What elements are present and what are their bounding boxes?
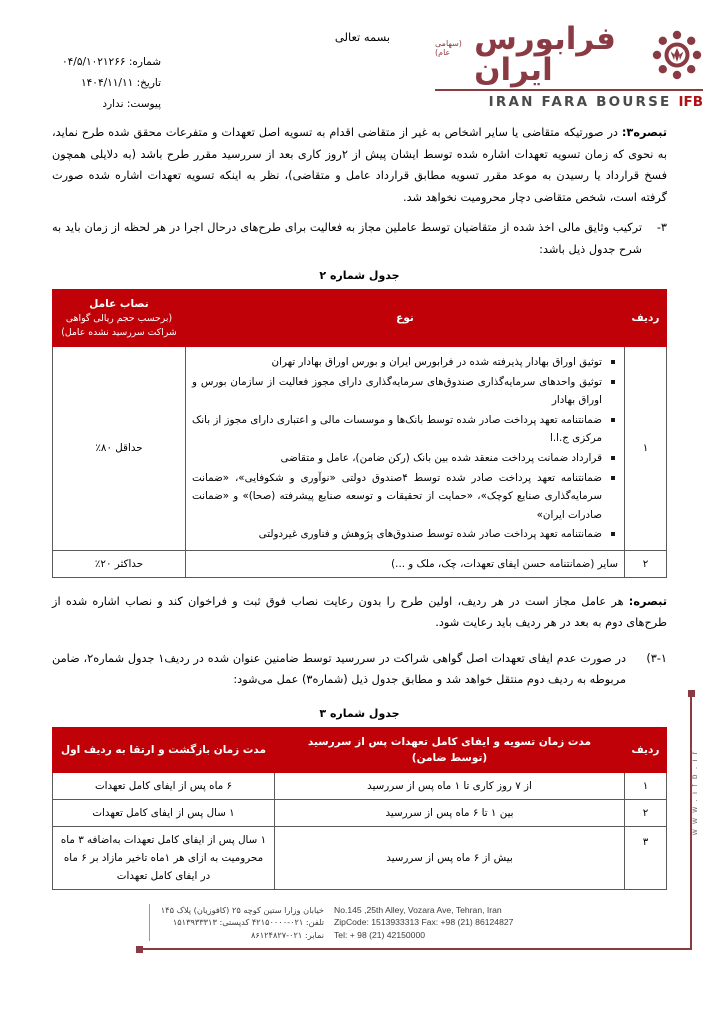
table-2-row-1-bullet-list xyxy=(192,353,618,544)
table-3-col-duration-sub: (توسط ضامن) xyxy=(411,751,488,764)
table-2-header-row xyxy=(53,290,667,347)
table-3-row-3-duration: بیش از ۶ ماه پس از سررسید xyxy=(275,826,625,889)
table-3-col-duration-main: مدت زمان تسویه و ایفای کامل تعهدات پس از سررسید xyxy=(307,735,592,748)
table-3-col-return: مدت زمان بازگشت و ارتقا به ردیف اول xyxy=(53,727,275,772)
table-3-row-2-radif: ۲ xyxy=(625,799,667,826)
footer-fa-line-2: تلفن: ۰۲۱-۴۲۱۵۰۰۰۰ کدپستی: ۱۵۱۳۹۳۳۳۱۳ xyxy=(172,917,324,928)
table-2-col-nesab-main: نصاب عامل xyxy=(89,298,149,310)
fara-bourse-emblem-icon xyxy=(651,29,703,81)
document-content xyxy=(52,122,667,890)
list-item: ضمانتنامه تعهد پرداخت صادر شده توسط بانک‌ها و موسسات مالی و اعتباری دارای مجوز از بانک مرکزی ج.ا.ا xyxy=(192,411,604,448)
table-row xyxy=(53,347,667,551)
logo-wordmark: فرابورس ایران xyxy=(474,21,616,88)
table-row xyxy=(53,772,667,799)
list-item: ضمانتنامه تعهد پرداخت صادر شده توسط صندوق‌های پژوهش و فناوری غیردولتی xyxy=(192,525,604,544)
table-3-col-duration xyxy=(275,727,625,772)
note-3-label: تبصره۳: xyxy=(621,126,667,139)
footer-address-farsi xyxy=(149,904,324,941)
meta-attachment-label: پیوست: xyxy=(126,98,162,110)
table-3-row-1-duration: از ۷ روز کاری تا ۱ ماه پس از سررسید xyxy=(275,772,625,799)
bismillah-text: بسمه تعالی xyxy=(334,30,391,44)
table-3-row-1-return: ۶ ماه پس از ایفای کامل تعهدات xyxy=(53,772,275,799)
note-after-table-2 xyxy=(52,591,667,634)
footer-fa-line-1: خیابان وزارا ستین کوچه ۲۵ (کافوزیان) پلاک ۱۴۵ xyxy=(160,905,324,915)
note-3-text: در صورتیکه متقاضی یا سایر اشخاص به غیر از متقاضی اقدام به تسویه اصل تعهدات و متفرعات محقق شده طرح نماید، به نحوی که زمان تسویه تعهدات اشاره شده توسط ایشان پیش از ۲روز کاری بعد از سررسید مقرر طرح باشد (به دلایلی همچون فسخ قرارداد یا رسیدن به موعد مقرر تسویه مطابق قرارداد عامل و متقاضی)، نظر به اینکه تسویه تعهدات اشاره شده صورت گرفته است، شخص متقاضی دچار محرومیت نخواهد شد. xyxy=(52,126,667,204)
clause-3-text: ترکیب وثایق مالی اخذ شده از متقاضیان توسط عاملین مجاز به فعالیت برای طرح‌های درحال اجرا در هر لحظه از زمان باید به شرح جدول ذیل باشد: xyxy=(52,221,642,256)
table-row xyxy=(53,799,667,826)
note-after-table-2-label: تبصره: xyxy=(628,594,667,608)
table-3-row-3-return: ۱ سال پس از ایفای کامل تعهدات به‌اضافه ۳ ماه محرومیت به ازای هر ۱ماه تاخیر مازاد بر ۶ ماه در ایفای کامل تعهدات xyxy=(53,826,275,889)
meta-number-label: شماره: xyxy=(128,56,162,68)
table-3-row-2-return: ۱ سال پس از ایفای کامل تعهدات xyxy=(53,799,275,826)
logo-ifb-mark: IFB xyxy=(678,94,703,110)
table-2-row-1-nesab: حداقل ۸۰٪ xyxy=(53,347,186,551)
table-2-col-nesab xyxy=(53,290,186,347)
table-2-row-2-nesab: حداکثر ۲۰٪ xyxy=(53,550,186,577)
list-item: قرارداد ضمانت پرداخت منعقد شده بین بانک (رکن ضامن)، عامل و متقاضی xyxy=(192,449,604,468)
note-after-table-2-text: هر عامل مجاز است در هر ردیف، اولین طرح را بدون رعایت نصاب فوق ثبت و فراخوان کند و نصاب اشاره شده از طرح‌های دوم به بعد در هر ردیف باید رعایت شود. xyxy=(52,594,667,630)
clause-3-1-number: ۳-۱) xyxy=(646,651,667,665)
footer-fa-line-3: نمابر: ۰۲۱-۸۶۱۲۴۸۲۷ xyxy=(250,929,324,940)
meta-date-row xyxy=(62,73,161,94)
table-2-col-nesab-sub: (برحسب حجم ریالی گواهی شراکت سررسید نشده عامل) xyxy=(61,313,177,338)
footer-contact-block xyxy=(0,904,725,941)
footer-en-line-2: ZipCode: 1513933313 Fax: +98 (21) 86124827 xyxy=(334,917,514,928)
footer-horizontal-rule xyxy=(140,948,692,950)
logo-primary-row xyxy=(435,21,703,88)
meta-date-label: تاریخ: xyxy=(136,77,162,89)
table-3-row-1-radif: ۱ xyxy=(625,772,667,799)
website-vertical-text: w w w . i f b . i r xyxy=(690,750,699,836)
footer-en-line-3: Tel: + 98 (21) 42150000 xyxy=(334,929,426,940)
meta-attachment-row xyxy=(62,94,161,115)
meta-date-value: ۱۴۰۴/۱۱/۱۱ xyxy=(81,77,134,89)
table-3-col-radif: ردیف xyxy=(625,727,667,772)
clause-3-1-text: در صورت عدم ایفای تعهدات اصل گواهی شراکت در سررسید توسط ضامنین عنوان شده در ردیف۱ جدول شماره۲، ضامن مربوطه به ردیف دوم منتقل خواهد شد و مطابق جدول ذیل (شماره۳) عمل می‌شود: xyxy=(52,651,626,687)
table-3-row-2-duration: بین ۱ تا ۶ ماه پس از سررسید xyxy=(275,799,625,826)
table-row xyxy=(53,550,667,577)
logo-company-type: (سهامی عام) xyxy=(435,39,462,57)
table-3-row-3-radif: ۳ xyxy=(625,826,667,889)
document-header xyxy=(0,0,725,118)
meta-attachment-value: ندارد xyxy=(102,98,124,110)
list-item: ضمانتنامه تعهد پرداخت صادر شده توسط ۴صندوق دولتی «نوآوری و شکوفایی»، «ضمانت سرمایه‌گذاری صنایع کوچک»، «حمایت از تحقیقات و توسعه صنایع پیشرفته (صحا)» و «ضمانت صادرات ایران» xyxy=(192,469,604,525)
document-meta xyxy=(62,52,161,115)
table-2-row-2-radif: ۲ xyxy=(625,550,667,577)
logo-latin-row xyxy=(435,89,703,110)
meta-number-value: ۰۴/۵/۱۰۲۱۲۶۶ xyxy=(62,56,126,68)
footer-address-english xyxy=(324,904,576,941)
clause-3-1 xyxy=(52,648,667,691)
list-item: توثیق واحدهای سرمایه‌گذاری صندوق‌های سرمایه‌گذاری دارای مجوز فعالیت از سازمان بورس و اوراق بهادار xyxy=(192,373,604,410)
note-3-paragraph xyxy=(52,122,667,208)
table-2-caption: جدول شماره ۲ xyxy=(319,269,400,282)
list-item: توثیق اوراق بهادار پذیرفته شده در فرابورس ایران و بورس اوراق بهادار تهران xyxy=(192,353,604,372)
organization-logo xyxy=(435,21,703,110)
clause-3 xyxy=(52,217,667,260)
table-2-col-radif: ردیف xyxy=(625,290,667,347)
meta-number-row xyxy=(62,52,161,73)
table-2-row-2-noe: سایر (ضمانتنامه حسن ایفای تعهدات، چک، ملک و ...) xyxy=(186,550,625,577)
table-2 xyxy=(52,289,667,578)
table-3-header-row xyxy=(53,727,667,772)
table-row xyxy=(53,826,667,889)
table-3-caption: جدول شماره ۳ xyxy=(319,706,400,720)
table-2-col-noe: نوع xyxy=(186,290,625,347)
table-3 xyxy=(52,727,667,890)
table-2-row-1-radif: ۱ xyxy=(625,347,667,551)
logo-latin-name: IRAN FARA BOURSE xyxy=(488,94,672,110)
footer-en-line-1: No.145 ,25th Alley, Vozara Ave, Tehran, Iran xyxy=(334,905,502,915)
table-2-row-1-noe xyxy=(186,347,625,551)
clause-3-number: ۳- xyxy=(656,221,667,234)
